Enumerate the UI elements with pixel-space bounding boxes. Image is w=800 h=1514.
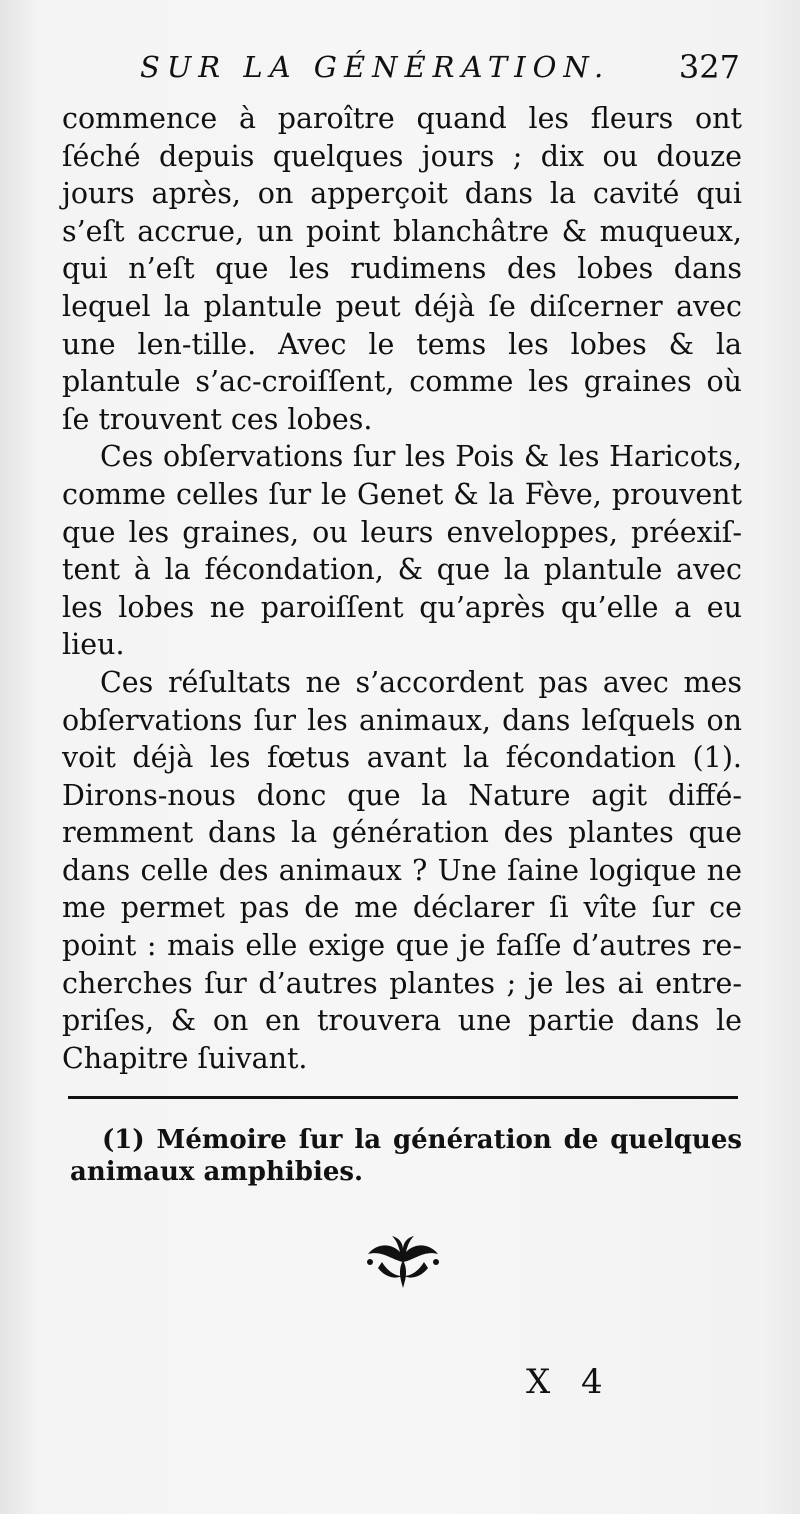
signature-mark: X 4: [526, 1362, 613, 1402]
fleuron-ornament-icon: [362, 1232, 444, 1290]
page-header: [140, 44, 740, 94]
page-number: 327: [678, 48, 740, 86]
footnote-rule: [68, 1096, 738, 1099]
paragraph-1: commence à paroître quand les fleurs ont ſéché depuis quelques jours ; dix ou douze jours après, on apperçoit dans la cavité qui s’eſt accrue, un point blanchâtre & muqueux, qui n’eſt que les rudimens des lobes dans lequel la plantule peut déjà ſe diſcerner avec une len-tille. Avec le tems les lobes & la plantule s’ac-croiſſent, comme les graines où ſe trouvent ces lobes.: [62, 102, 742, 436]
footnote: (1) Mémoire ſur la génération de quelques animaux amphibies.: [70, 1125, 742, 1187]
body-text: [62, 100, 742, 1077]
paragraph-3: Ces réſultats ne s’accordent pas avec mes obſervations ſur les animaux, dans leſquels on voit déjà les fœtus avant la fécondation (1). Dirons-nous donc que la Nature agit diffé-remment dans la génération des plantes que dans celle des animaux ? Une ſaine logique ne me permet pas de me déclarer ſi vîte ſur ce point : mais elle exige que je faſſe d’autres re-cherches ſur d’autres plantes ; je les ai entre-priſes, & on en trouvera une partie dans le Chapitre ſuivant.: [62, 665, 742, 1075]
running-title: SUR LA GÉNÉRATION.: [140, 50, 611, 84]
paragraph-2: Ces obſervations ſur les Pois & les Haricots, comme celles ſur le Genet & la Fève, prouvent que les graines, ou leurs enveloppes, préexiſ-tent à la fécondation, & que la plantule avec les lobes ne paroiſſent qu’après qu’elle a eu lieu.: [62, 440, 742, 662]
